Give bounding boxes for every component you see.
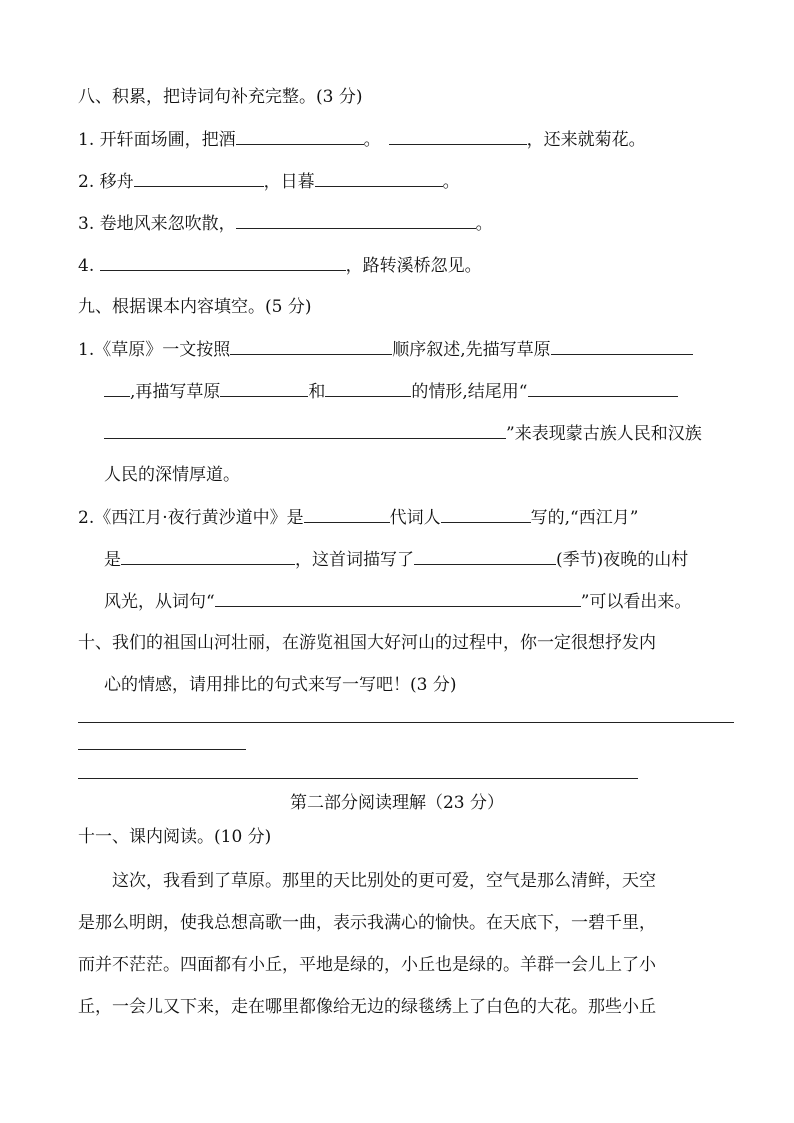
- sec8-q4-text-a: 4.: [78, 256, 100, 276]
- sec9-q2-text-a: 2.《西江月·夜行黄沙道中》是: [78, 508, 304, 528]
- sec8-q4-blank[interactable]: [100, 254, 346, 271]
- sec9-q1-blank-5a[interactable]: [528, 380, 678, 397]
- section-10-line-2: 心的情感，请用排比的句式来写一写吧！(3 分): [104, 675, 457, 695]
- sec8-q1-text-b: 。: [363, 130, 381, 150]
- sec9-q2-text-e: ，这首词描写了: [295, 550, 414, 570]
- sec9-q2-line-3: [104, 590, 691, 613]
- sec8-q1-text-c: ，还来就菊花。: [526, 130, 646, 150]
- sec8-q2-blank-2[interactable]: [315, 170, 443, 187]
- sec8-q3-text-c: 。: [475, 214, 493, 234]
- sec8-q4-text-c: ，路转溪桥忽见。: [345, 256, 482, 276]
- sec9-q1-line-2: [104, 380, 678, 403]
- sec9-q2-blank-2[interactable]: [441, 506, 531, 523]
- sec9-q1-blank-2a[interactable]: [551, 338, 693, 355]
- sec9-q2-blank-5[interactable]: [215, 590, 581, 607]
- sec8-q2-text-a: 2. 移舟: [78, 172, 134, 192]
- sec9-q1-text-c: ,再描写草原: [130, 382, 221, 402]
- sec8-q1-blank-2[interactable]: [389, 128, 527, 145]
- sec9-q1-line-3: [104, 422, 702, 445]
- sec8-q1-text-a: 1. 开轩面场圃，把酒: [78, 130, 236, 150]
- sec9-q1-blank-4[interactable]: [325, 380, 411, 397]
- sec9-q1-text-a: 1.《草原》一文按照: [78, 340, 231, 360]
- sec8-question-1: [78, 128, 646, 151]
- sec9-q1-text-b: 顺序叙述,先描写草原: [392, 340, 551, 360]
- sec9-q2-blank-4[interactable]: [414, 548, 556, 565]
- sec9-q2-text-f: (季节)夜晚的山村: [556, 550, 689, 570]
- sec8-q3-text-a: 3. 卷地风来忽吹散，: [78, 214, 236, 234]
- passage-line-2: 是那么明朗，使我总想高歌一曲，表示我满心的愉快。在天底下，一碧千里，: [78, 913, 656, 933]
- part-2-heading: 第二部分阅读理解（23 分）: [289, 793, 505, 813]
- sec8-question-4: [78, 254, 482, 277]
- answer-line-2[interactable]: [78, 749, 246, 750]
- answer-line-3[interactable]: [78, 778, 638, 779]
- sec9-q2-line-1: [78, 506, 638, 529]
- section-11-title: 十一、课内阅读。(10 分): [78, 827, 272, 847]
- section-9-title: 九、根据课本内容填空。(5 分): [78, 297, 312, 317]
- answer-line-1[interactable]: [78, 722, 734, 723]
- sec9-q2-line-2: [104, 548, 688, 571]
- sec9-q1-blank-5b[interactable]: [104, 422, 506, 439]
- sec9-q1-blank-3[interactable]: [220, 380, 308, 397]
- sec9-q2-text-h: ”可以看出来。: [580, 592, 692, 612]
- sec9-q1-blank-2b[interactable]: [104, 380, 130, 397]
- sec9-q1-line-1: [78, 338, 693, 361]
- sec9-q2-blank-1[interactable]: [304, 506, 390, 523]
- sec9-q1-text-d: 和: [308, 382, 326, 402]
- sec8-q2-text-b: ，日暮: [263, 172, 315, 192]
- section-8-title: 八、积累，把诗词句补充完整。(3 分): [78, 87, 363, 107]
- sec8-q2-blank-1[interactable]: [134, 170, 264, 187]
- sec9-q2-text-d: 是: [104, 550, 121, 570]
- section-10-line-1: 十、我们的祖国山河壮丽，在游览祖国大好河山的过程中，你一定很想抒发内: [78, 633, 656, 653]
- sec9-q2-text-c: 写的,“西江月”: [530, 508, 639, 528]
- sec9-q2-blank-3[interactable]: [121, 548, 295, 565]
- passage-line-1: 这次，我看到了草原。那里的天比别处的更可爱，空气是那么清鲜，天空: [112, 871, 656, 891]
- passage-line-4: 丘，一会儿又下来，走在哪里都像给无边的绿毯绣上了白色的大花。那些小丘: [78, 997, 656, 1017]
- sec9-q1-line-4: [104, 464, 240, 486]
- sec9-q2-text-g: 风光，从词句“: [104, 592, 215, 612]
- sec8-q1-blank-1[interactable]: [236, 128, 364, 145]
- passage-line-3: 而并不茫茫。四面都有小丘，平地是绿的，小丘也是绿的。羊群一会儿上了小: [78, 955, 656, 975]
- sec8-q3-blank[interactable]: [236, 212, 476, 229]
- sec8-question-3: [78, 212, 493, 235]
- sec9-q2-text-b: 代词人: [389, 508, 441, 528]
- sec8-q2-text-c: 。: [442, 172, 460, 192]
- sec8-question-2: [78, 170, 460, 193]
- sec9-q1-text-f: ”来表现蒙古族人民和汉族: [506, 424, 702, 444]
- sec9-q1-text-e: 的情形,结尾用“: [411, 382, 528, 402]
- sec9-q1-text-g: 人民的深情厚道。: [104, 465, 240, 485]
- sec9-q1-blank-1[interactable]: [230, 338, 392, 355]
